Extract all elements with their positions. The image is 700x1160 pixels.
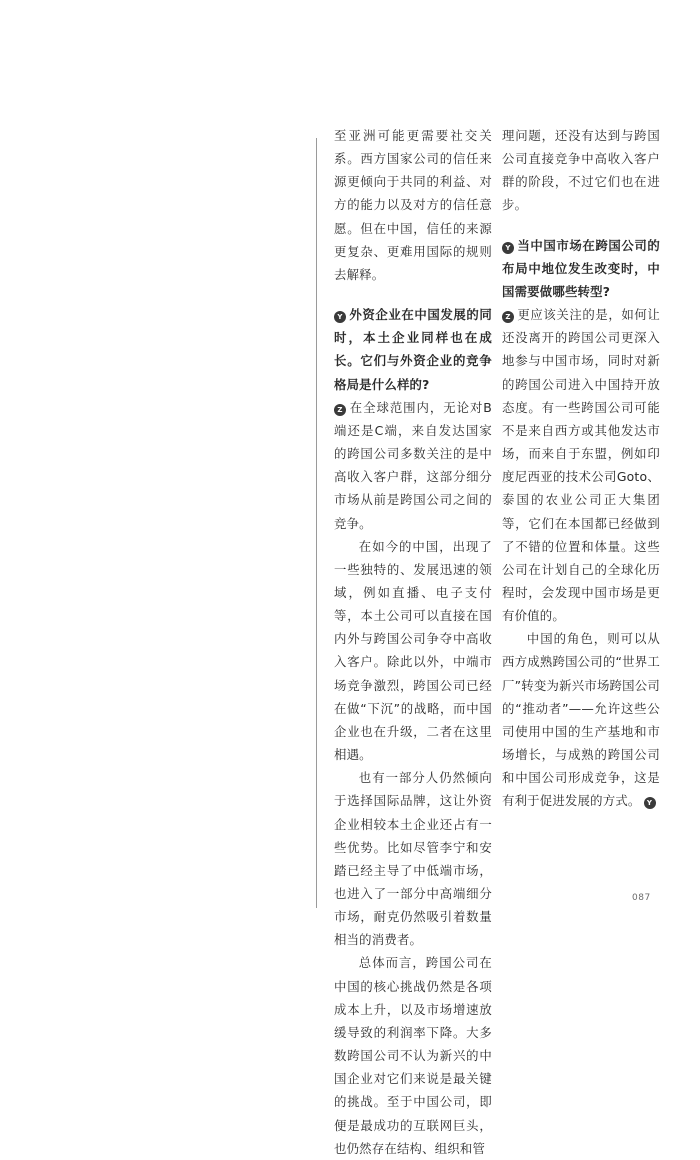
question-badge-icon: Y: [502, 242, 514, 254]
answer-text: 在全球范围内，无论对B端还是C端，来自发达国家的跨国公司多数关注的是中高收入客户群，这部分细分市场从前是跨国公司之间的竞争。: [334, 399, 492, 531]
answer-badge-icon: Z: [334, 404, 346, 416]
question-text: 当中国市场在跨国公司的布局中地位发生改变时，中国需要做哪些转型?: [502, 237, 660, 299]
vertical-divider: [316, 138, 317, 908]
question-paragraph: [502, 234, 660, 303]
paragraph: 理问题，还没有达到与跨国公司直接竞争中高收入客户群的阶段，不过它们也在进步。: [502, 128, 660, 213]
left-column: [334, 124, 492, 1160]
paragraph: 也有一部分人仍然倾向于选择国际品牌，这让外资企业相较本土企业还占有一些优势。比如尽管李宁和安踏已经主导了中低端市场，也进入了一部分中高端细分市场，耐克仍然吸引着数量相当的消费者。: [334, 770, 492, 948]
right-column: [502, 124, 660, 813]
paragraph: 至亚洲可能更需要社交关系。西方国家公司的信任来源更倾向于共同的利益、对方的能力以及对方的信任意愿。但在中国，信任的来源更复杂、更难用国际的规则去解释。: [334, 128, 492, 282]
closing-paragraph: [502, 627, 660, 812]
answer-paragraph: [334, 396, 492, 535]
end-mark-icon: Y: [644, 797, 656, 809]
question-text: 外资企业在中国发展的同时，本土企业同样也在成长。它们与外资企业的竞争格局是什么样的?: [334, 307, 492, 392]
paragraph: 总体而言，跨国公司在中国的核心挑战仍然是各项成本上升，以及市场增速放缓导致的利润率下降。大多数跨国公司不认为新兴的中国企业对它们来说是最关键的挑战。至于中国公司，即便是最成功的互联网巨头，也仍然存在结构、组织和管: [334, 955, 492, 1156]
paragraph: 在如今的中国，出现了一些独特的、发展迅速的领域，例如直播、电子支付等，本土公司可以直接在国内外与跨国公司争夺中高收入客户。除此以外，中端市场竞争激烈，跨国公司已经在做“下沉”的战略，而中国企业也在升级，二者在这里相遇。: [334, 538, 492, 763]
answer-paragraph: [502, 303, 660, 627]
paragraph-text: 中国的角色，则可以从西方成熟跨国公司的“世界工厂”转变为新兴市场跨国公司的“推动者”——允许这些公司使用中国的生产基地和市场增长，与成熟的跨国公司和中国公司形成竞争，这是有利于促进发展的方式。: [502, 631, 660, 809]
question-paragraph: [334, 303, 492, 396]
answer-text: 更应该关注的是，如何让还没离开的跨国公司更深入地参与中国市场，同时对新的跨国公司进入中国持开放态度。有一些跨国公司可能不是来自西方或其他发达市场，而来自于东盟，例如印度尼西亚的技术公司Goto、泰国的农业公司正大集团等，它们在本国都已经做到了不错的位置和体量。这些公司在计划自己的全球化历程时，会发现中国市场是更有价值的。: [502, 307, 660, 624]
page-number: 087: [632, 893, 651, 903]
question-badge-icon: Y: [334, 311, 346, 323]
answer-badge-icon: Z: [502, 311, 514, 323]
